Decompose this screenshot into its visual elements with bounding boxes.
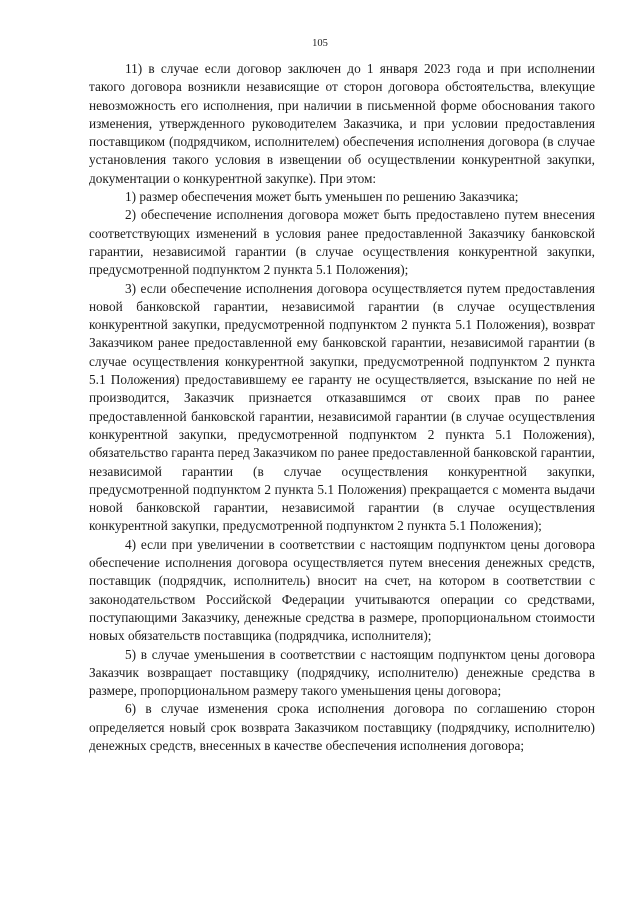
paragraph-subitem-4: 4) если при увеличении в соответствии с настоящим подпунктом цены договора обеспечение исполнения договора осуществляется путем внесения денежных средств, поставщик (подрядчик, исполнитель) вносит на счет, на котором в соответствии с законодательством Российской Федерации учитываются операции со средствами, поступающими Заказчику, денежные средства в размере, пропорциональном стоимости новых обязательств поставщика (подрядчика, исполнителя); — [89, 536, 595, 644]
paragraph-subitem-1: 1) размер обеспечения может быть уменьшен по решению Заказчика; — [125, 189, 519, 205]
paragraph-subitem-6: 6) в случае изменения срока исполнения договора по соглашению сторон определяется новый срок возврата Заказчиком поставщику (подрядчику, исполнителю) денежных средств, внесенных в качестве обеспечения исполнения договора; — [89, 701, 595, 753]
paragraph-subitem-3: 3) если обеспечение исполнения договора осуществляется путем предоставления новой банковской гарантии, независимой гарантии (в случае осуществления конкурентной закупки, предусмотренной подпунктом 2 пункта 5.1 Положения), возврат Заказчиком ранее предоставленной ему банковской гарантии, независимой гарантии (в случае осуществления конкурентной закупки, предусмотренной подпунктом 2 пункта 5.1 Положения) предоставившему ее гаранту не осуществляется, взыскание по ней не производится, Заказчик признается отказавшимся от своих прав по ранее предоставленной банковской гарантии, независимой гарантии (в случае осуществления конкурентной закупки, предусмотренной подпунктом 2 пункта 5.1 Положения), обязательство гаранта перед Заказчиком по ранее предоставленной банковской гарантии, независимой гарантии (в случае осуществления конкурентной закупки, предусмотренной подпунктом 2 пункта 5.1 Положения) прекращается с момента выдачи новой банковской гарантии, независимой гарантии (в случае осуществления конкурентной закупки, предусмотренной подпунктом 2 пункта 5.1 Положения); — [89, 280, 595, 534]
paragraph-item-11: 11) в случае если договор заключен до 1 января 2023 года и при исполнении такого договора возникли независящие от сторон договора обстоятельства, влекущие невозможность его исполнения, при наличии в письменной форме обоснования такого изменения, утвержденного руководителем Заказчика, и при условии предоставления поставщиком (подрядчиком, исполнителем) обеспечения исполнения договора (в случае установления такого условия в извещении об осуществлении конкурентной закупки, документации о конкурентной закупке). При этом: — [89, 61, 595, 186]
page-number: 105 — [312, 38, 328, 49]
paragraph-subitem-5: 5) в случае уменьшения в соответствии с настоящим подпунктом цены договора Заказчик возвращает поставщику (подрядчику, исполнителю) денежные средства в размере, пропорциональном размеру такого уменьшения цены договора; — [89, 646, 595, 699]
document-body — [89, 60, 595, 755]
paragraph-subitem-2: 2) обеспечение исполнения договора может быть предоставлено путем внесения соответствующих изменений в условия ранее предоставленной Заказчику банковской гарантии, независимой гарантии (в случае осуществления конкурентной закупки, предусмотренной подпунктом 2 пункта 5.1 Положения); — [89, 207, 595, 278]
